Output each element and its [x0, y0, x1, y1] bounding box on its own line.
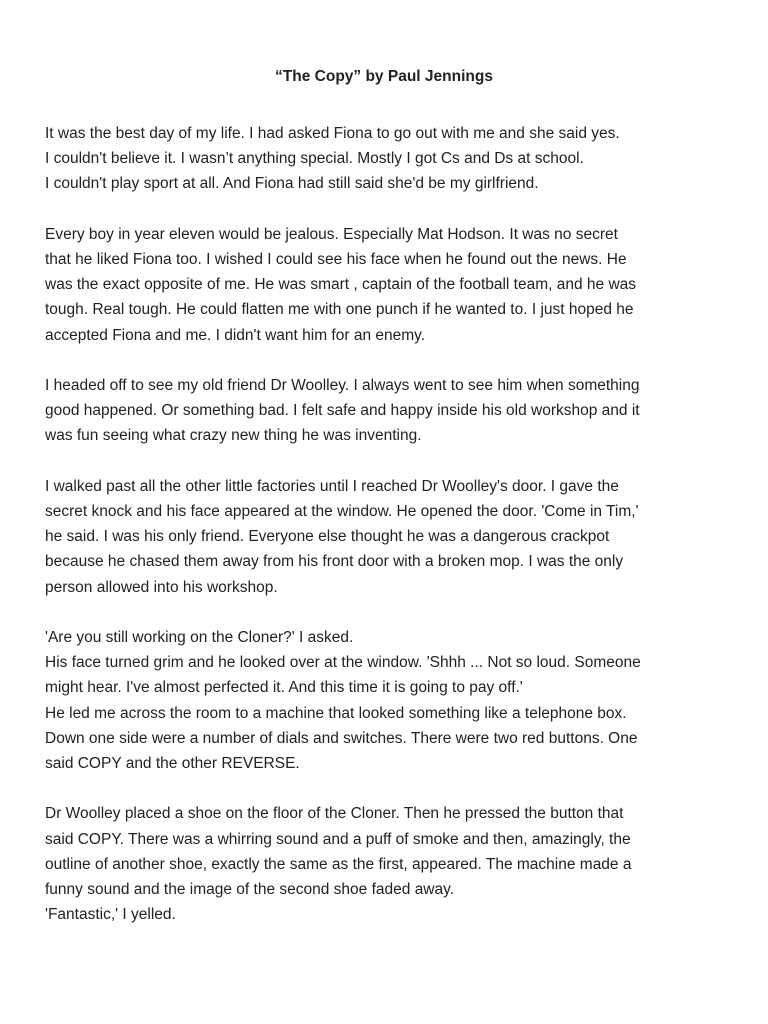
text-line: because he chased them away from his front door with a broken mop. I was the only: [45, 553, 624, 571]
text-line: It was the best day of my life. I had asked Fiona to go out with me and she said yes.: [45, 125, 620, 142]
text-line: I couldn't play sport at all. And Fiona had still said she'd be my girlfriend.: [45, 175, 539, 193]
text-line: accepted Fiona and me. I didn't want him for an enemy.: [45, 326, 426, 344]
text-line: 'Are you still working on the Cloner?' I asked.: [45, 629, 354, 646]
text-line: funny sound and the image of the second shoe faded away.: [45, 881, 455, 899]
text-line: 'Fantastic,' I yelled.: [45, 906, 176, 924]
text-line: I couldn't believe it. I wasn’t anything special. Mostly I got Cs and Ds at school.: [45, 150, 584, 168]
text-line: Dr Woolley placed a shoe on the floor of the Cloner. Then he pressed the button that: [45, 805, 624, 823]
text-line: was fun seeing what crazy new thing he was inventing.: [45, 427, 422, 445]
text-line: person allowed into his workshop.: [45, 578, 278, 596]
text-line: Every boy in year eleven would be jealous. Especially Mat Hodson. It was no secret: [45, 225, 618, 243]
text-line: I headed off to see my old friend Dr Woolley. I always went to see him when something: [45, 377, 640, 394]
text-line: tough. Real tough. He could flatten me with one punch if he wanted to. I just hoped he: [45, 301, 634, 319]
text-line: I walked past all the other little factories until I reached Dr Woolley's door. I gave the: [45, 477, 619, 495]
text-line: good happened. Or something bad. I felt safe and happy inside his old workshop and it: [45, 402, 640, 420]
text-line: might hear. I've almost perfected it. And this time it is going to pay off.': [45, 679, 523, 697]
text-line: He led me across the room to a machine that looked something like a telephone box.: [45, 704, 627, 722]
text-line: said COPY and the other REVERSE.: [45, 755, 300, 773]
text-line: that he liked Fiona too. I wished I could see his face when he found out the news. He: [45, 251, 627, 268]
document-title: “The Copy” by Paul Jennings: [275, 68, 493, 85]
paragraph: [45, 121, 735, 197]
paragraph: [45, 801, 735, 927]
text-line: His face turned grim and he looked over at the window. 'Shhh ... Not so loud. Someone: [45, 654, 641, 672]
paragraph: [45, 222, 735, 348]
text-line: was the exact opposite of me. He was smart , captain of the football team, and he was: [45, 276, 637, 294]
text-line: Down one side were a number of dials and switches. There were two red buttons. One: [45, 729, 638, 747]
text-line: secret knock and his face appeared at the window. He opened the door. 'Come in Tim,': [45, 503, 639, 520]
paragraph: [45, 373, 735, 449]
text-line: said COPY. There was a whirring sound and a puff of smoke and then, amazingly, the: [45, 830, 631, 848]
text-line: he said. I was his only friend. Everyone else thought he was a dangerous crackpot: [45, 528, 610, 546]
document-body: [45, 121, 735, 953]
text-line: outline of another shoe, exactly the same as the first, appeared. The machine made a: [45, 855, 632, 873]
paragraph: [45, 474, 735, 600]
paragraph: [45, 625, 735, 776]
